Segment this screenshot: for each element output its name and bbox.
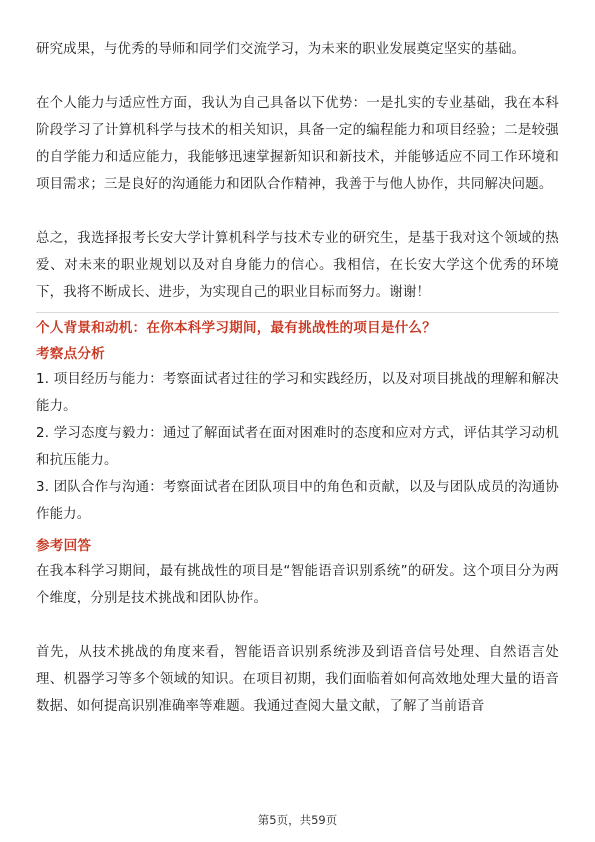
body-paragraph: 总之，我选择报考长安大学计算机科学与技术专业的研究生，是基于我对这个领域的热爱、对未来的职业规划以及对自身能力的信心。我相信，在长安大学这个优秀的环境下，我将不断成长、进步，为实现自己的职业目标而努力。谢谢！ — [36, 231, 559, 300]
analysis-point: 2. 学习态度与毅力：通过了解面试者在面对困难时的态度和应对方式，评估其学习动机和抗压能力。 — [36, 426, 559, 468]
answer-heading: 参考回答 — [36, 538, 92, 554]
analysis-point: 3. 团队合作与沟通：考察面试者在团队项目中的角色和贡献，以及与团队成员的沟通协作能力。 — [36, 480, 559, 522]
body-paragraph: 研究成果，与优秀的导师和同学们交流学习，为未来的职业发展奠定坚实的基础。 — [36, 42, 526, 57]
answer-paragraph: 在我本科学习期间，最有挑战性的项目是“智能语音识别系统”的研发。这个项目分为两个维度，分别是技术挑战和团队协作。 — [36, 564, 559, 606]
paragraph-gap — [36, 198, 559, 225]
analysis-point: 1. 项目经历与能力：考察面试者过往的学习和实践经历，以及对项目挑战的理解和解决能力。 — [36, 372, 559, 414]
section-divider — [36, 312, 559, 313]
answer-paragraph: 首先，从技术挑战的角度来看，智能语音识别系统涉及到语音信号处理、自然语言处理、机器学习等多个领域的知识。在项目初期，我们面临着如何高效地处理大量的语音数据、如何提高识别准确率等难题。我通过查阅大量文献，了解了当前语音 — [36, 645, 559, 714]
paragraph-gap — [36, 63, 559, 90]
document-page — [36, 36, 559, 720]
analysis-heading: 考察点分析 — [36, 346, 105, 362]
paragraph-gap — [36, 612, 559, 639]
body-paragraph: 在个人能力与适应性方面，我认为自己具备以下优势：一是扎实的专业基础，我在本科阶段学习了计算机科学与技术的相关知识，具备一定的编程能力和项目经验；二是较强的自学能力和适应能力，我能够迅速掌握新知识和新技术，并能够适应不同工作环境和项目需求；三是良好的沟通能力和团队合作精神，我善于与他人协作，共同解决问题。 — [36, 96, 559, 192]
page-number: 第5页，共59页 — [257, 813, 338, 827]
question-title: 个人背景和动机：在你本科学习期间，最有挑战性的项目是什么？ — [36, 320, 437, 336]
